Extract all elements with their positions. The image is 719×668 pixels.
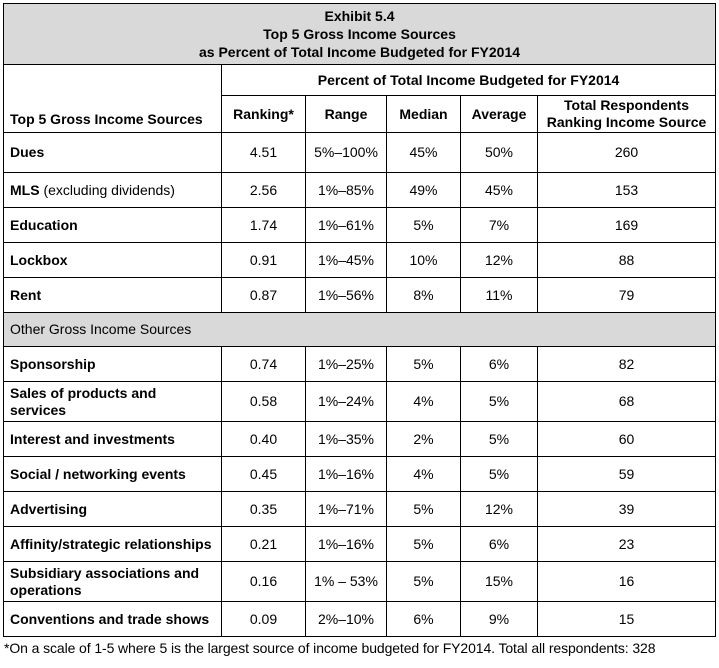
row-label-text: Interest and investments: [10, 430, 175, 447]
cell-respondents: 88: [538, 243, 716, 278]
cell-average: 6%: [461, 347, 538, 382]
table-row: [4, 173, 716, 208]
cell-range: 2%–10%: [306, 602, 387, 637]
cell-median: 10%: [387, 243, 461, 278]
cell-median: 49%: [387, 173, 461, 208]
cell-median: 5%: [387, 492, 461, 527]
table-row: [4, 347, 716, 382]
cell-respondents: 260: [538, 133, 716, 173]
cell-respondents: 16: [538, 562, 716, 602]
row-label-text: Sales of products and services: [10, 384, 157, 418]
cell-respondents: 15: [538, 602, 716, 637]
cell-median: 5%: [387, 527, 461, 562]
cell-median: 4%: [387, 457, 461, 492]
cell-respondents: 79: [538, 278, 716, 313]
cell-ranking: 0.40: [222, 422, 306, 457]
cell-median: 8%: [387, 278, 461, 313]
section-label-other: Other Gross Income Sources: [4, 313, 716, 347]
cell-median: 4%: [387, 382, 461, 422]
row-label-text: Social / networking events: [10, 465, 186, 482]
row-label-note: (excluding dividends): [39, 181, 175, 198]
cell-respondents: 39: [538, 492, 716, 527]
table-row: [4, 457, 716, 492]
row-label: [4, 422, 222, 457]
exhibit-title-line2: as Percent of Total Income Budgeted for FY2014: [199, 43, 521, 60]
cell-median: 5%: [387, 562, 461, 602]
cell-average: 5%: [461, 457, 538, 492]
exhibit-table-container: [3, 3, 715, 637]
group-header: Percent of Total Income Budgeted for FY2014: [222, 65, 716, 96]
cell-ranking: 0.16: [222, 562, 306, 602]
table-row: [4, 278, 716, 313]
cell-median: 6%: [387, 602, 461, 637]
cell-ranking: 0.21: [222, 527, 306, 562]
cell-average: 11%: [461, 278, 538, 313]
row-label: [4, 278, 222, 313]
cell-range: 1%–71%: [306, 492, 387, 527]
cell-ranking: 4.51: [222, 133, 306, 173]
row-label: [4, 602, 222, 637]
cell-average: 15%: [461, 562, 538, 602]
row-label-text: MLS: [10, 181, 40, 198]
other-rows: [4, 347, 716, 637]
column-header-ranking: Ranking*: [222, 96, 306, 133]
cell-respondents: 68: [538, 382, 716, 422]
cell-range: 1%–24%: [306, 382, 387, 422]
row-label: [4, 562, 222, 602]
row-label-text: Sponsorship: [10, 355, 96, 372]
row-label: [4, 173, 222, 208]
cell-ranking: 0.91: [222, 243, 306, 278]
cell-ranking: 0.45: [222, 457, 306, 492]
exhibit-title-line1: Top 5 Gross Income Sources: [263, 25, 456, 42]
cell-respondents: 23: [538, 527, 716, 562]
exhibit-number: Exhibit 5.4: [324, 7, 395, 24]
cell-range: 1%–61%: [306, 208, 387, 243]
column-header-average: Average: [461, 96, 538, 133]
footnote: *On a scale of 1-5 where 5 is the largest source of income budgeted for FY2014. Total all respondents: 328: [4, 640, 656, 656]
row-label-text: Rent: [10, 286, 42, 303]
income-sources-table: [3, 3, 716, 637]
row-label: [4, 133, 222, 173]
column-header-respondents: Total Respondents Ranking Income Source: [538, 96, 716, 133]
cell-range: 5%–100%: [306, 133, 387, 173]
top5-rows: [4, 133, 716, 313]
column-header-range: Range: [306, 96, 387, 133]
cell-median: 45%: [387, 133, 461, 173]
cell-respondents: 169: [538, 208, 716, 243]
cell-respondents: 153: [538, 173, 716, 208]
cell-average: 50%: [461, 133, 538, 173]
cell-ranking: 0.87: [222, 278, 306, 313]
cell-respondents: 82: [538, 347, 716, 382]
cell-range: 1%–35%: [306, 422, 387, 457]
row-label: [4, 243, 222, 278]
table-row: [4, 133, 716, 173]
row-label-text: Dues: [10, 144, 45, 160]
row-label: [4, 347, 222, 382]
table-row: [4, 562, 716, 602]
cell-average: 6%: [461, 527, 538, 562]
table-row: [4, 422, 716, 457]
row-label: [4, 208, 222, 243]
table-row: [4, 243, 716, 278]
cell-ranking: 0.09: [222, 602, 306, 637]
table-row: [4, 208, 716, 243]
cell-ranking: 1.74: [222, 208, 306, 243]
cell-average: 12%: [461, 492, 538, 527]
row-label: [4, 457, 222, 492]
row-label: [4, 382, 222, 422]
row-label-text: Lockbox: [10, 251, 68, 268]
cell-range: 1%–56%: [306, 278, 387, 313]
table-row: [4, 382, 716, 422]
cell-range: 1%–16%: [306, 457, 387, 492]
cell-ranking: 0.35: [222, 492, 306, 527]
cell-ranking: 2.56: [222, 173, 306, 208]
cell-respondents: 60: [538, 422, 716, 457]
cell-ranking: 0.74: [222, 347, 306, 382]
cell-median: 2%: [387, 422, 461, 457]
row-label-text: Education: [10, 216, 78, 233]
exhibit-title: [4, 4, 716, 65]
row-label: [4, 527, 222, 562]
cell-range: 1%–85%: [306, 173, 387, 208]
row-header: Top 5 Gross Income Sources: [4, 65, 222, 133]
column-header-median: Median: [387, 96, 461, 133]
cell-range: 1%–45%: [306, 243, 387, 278]
row-label-text: Conventions and trade shows: [10, 610, 210, 627]
cell-average: 9%: [461, 602, 538, 637]
cell-average: 12%: [461, 243, 538, 278]
table-row: [4, 492, 716, 527]
cell-average: 45%: [461, 173, 538, 208]
row-label: [4, 492, 222, 527]
row-label-text: Advertising: [10, 500, 88, 517]
cell-range: 1% – 53%: [306, 562, 387, 602]
row-label-text: Affinity/strategic relationships: [10, 535, 212, 552]
cell-respondents: 59: [538, 457, 716, 492]
cell-average: 5%: [461, 422, 538, 457]
cell-ranking: 0.58: [222, 382, 306, 422]
cell-range: 1%–16%: [306, 527, 387, 562]
cell-median: 5%: [387, 208, 461, 243]
cell-median: 5%: [387, 347, 461, 382]
row-label-text: Subsidiary associations and operations: [10, 564, 200, 598]
table-row: [4, 602, 716, 637]
cell-average: 7%: [461, 208, 538, 243]
cell-average: 5%: [461, 382, 538, 422]
cell-range: 1%–25%: [306, 347, 387, 382]
table-row: [4, 527, 716, 562]
